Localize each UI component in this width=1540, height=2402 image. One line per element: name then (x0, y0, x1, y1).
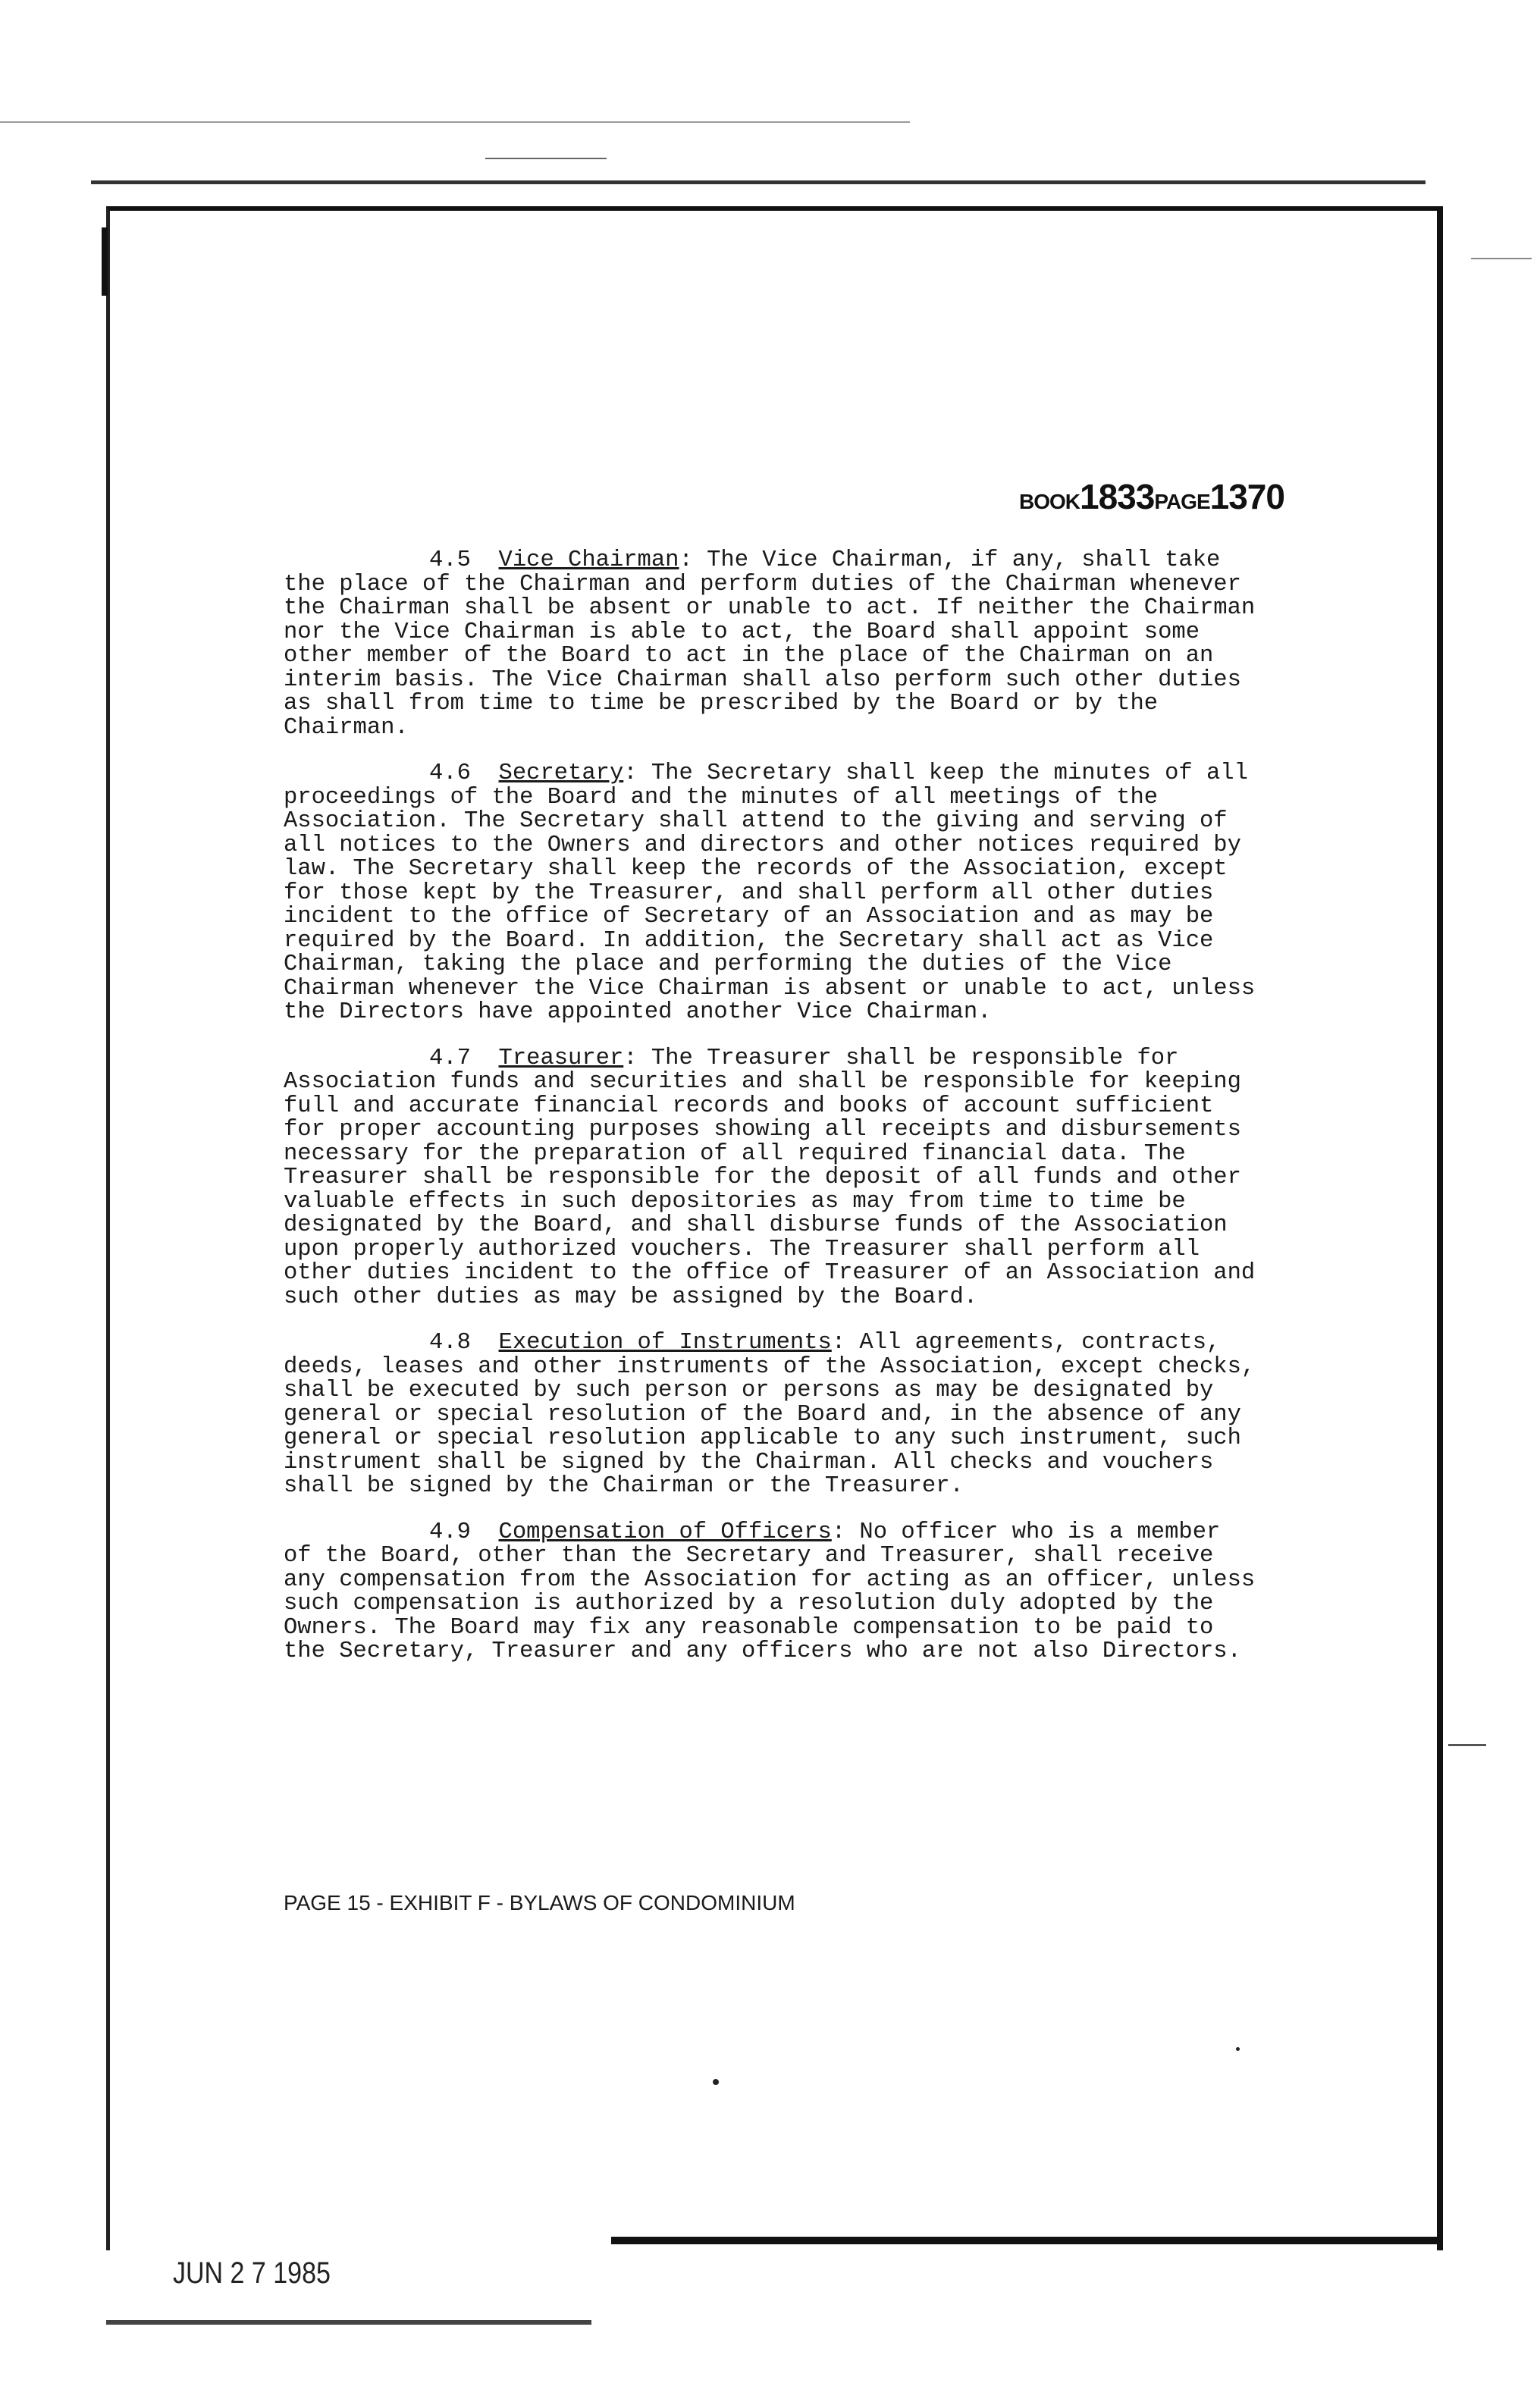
page-border-bottom (611, 2237, 1438, 2244)
section-number: 4.5 (429, 547, 471, 573)
section-4-7 (284, 1047, 1262, 1310)
page-label: PAGE (1154, 490, 1210, 513)
section-text: : The Secretary shall keep the minutes of all proceedings of the Board and the minutes of all meetings of the Association. The Secretary shall attend to the giving and serving of all notices to the Owners and directors and other notices required by law. The Secretary shall keep the records of the Association, except for those kept by the Treasurer, and shall perform all other duties incident to the office of Secretary of an Association and as may be required by the Board. In addition, the Secretary shall act as Vice Chairman, taking the place and performing the duties of the Vice Chairman whenever the Vice Chairman is absent or unable to act, unless the Directors have appointed another Vice Chairman. (284, 760, 1256, 1025)
section-heading: Vice Chairman (498, 547, 679, 573)
section-heading: Compensation of Officers (498, 1519, 832, 1545)
section-heading: Secretary (498, 760, 624, 786)
scan-artifact-right (1471, 258, 1532, 259)
scan-artifact-top (0, 121, 910, 123)
section-number: 4.7 (429, 1045, 471, 1071)
section-4-9 (284, 1521, 1262, 1664)
scan-artifact-bottom (106, 2320, 591, 2325)
section-text: : All agreements, contracts, deeds, leases and other instruments of the Association, except checks, shall be executed by such person or persons as may be designated by general or special resolution of the Board and, in the absence of any general or special resolution applicable to any such instrument, such instrument shall be signed by the Chairman. All checks and vouchers shall be signed by the Chairman or the Treasurer. (284, 1330, 1256, 1499)
page-number: 1370 (1209, 477, 1284, 516)
book-page-reference (1019, 476, 1284, 517)
recording-date-stamp: JUN 2 7 1985 (173, 2256, 331, 2290)
book-label: BOOK (1019, 490, 1080, 513)
book-number: 1833 (1080, 477, 1155, 516)
scan-speck (713, 2079, 719, 2085)
section-text: : No officer who is a member of the Board, other than the Secretary and Treasurer, shall receive any compensation from the Association for acting as an officer, unless such compensation is authorized by a resolution duly adopted by the Owners. The Board may fix any reasonable compensation to be paid to the Secretary, Treasurer and any officers who are not also Directors. (284, 1519, 1256, 1664)
section-number: 4.9 (429, 1519, 471, 1545)
page-footer: PAGE 15 - EXHIBIT F - BYLAWS OF CONDOMINIUM (284, 1891, 795, 1914)
scan-artifact-top (485, 158, 607, 159)
section-heading: Execution of Instruments (498, 1330, 832, 1356)
section-text: : The Treasurer shall be responsible for Association funds and securities and shall be responsible for keeping full and accurate financial records and books of account sufficient for proper accounting purposes showing all receipts and disbursements necessary for the preparation of all required financial data. The Treasurer shall be responsible for the deposit of all funds and other valuable effects in such depositories as may from time to time be designated by the Board, and shall disburse funds of the Association upon properly authorized vouchers. The Treasurer shall perform all other duties incident to the office of Treasurer of an Association and such other duties as may be assigned by the Board. (284, 1045, 1256, 1310)
scan-speck (1236, 2047, 1240, 2051)
bylaws-body (284, 549, 1262, 1686)
section-text: : The Vice Chairman, if any, shall take the place of the Chairman and perform duties of the Chairman whenever the Chairman shall be absent or unable to act. If neither the Chairman nor the Vice Chairman is able to act, the Board shall appoint some other member of the Board to act in the place of the Chairman on an interim basis. The Vice Chairman shall also perform such other duties as shall from time to time be prescribed by the Board or by the Chairman. (284, 547, 1256, 741)
section-4-6 (284, 762, 1262, 1025)
section-heading: Treasurer (498, 1045, 624, 1071)
scan-artifact-top (91, 180, 1426, 184)
scan-artifact-left (102, 227, 108, 296)
section-4-8 (284, 1331, 1262, 1499)
section-number: 4.8 (429, 1330, 471, 1356)
section-4-5 (284, 549, 1262, 740)
section-number: 4.6 (429, 760, 471, 786)
scan-artifact-right (1448, 1744, 1486, 1746)
